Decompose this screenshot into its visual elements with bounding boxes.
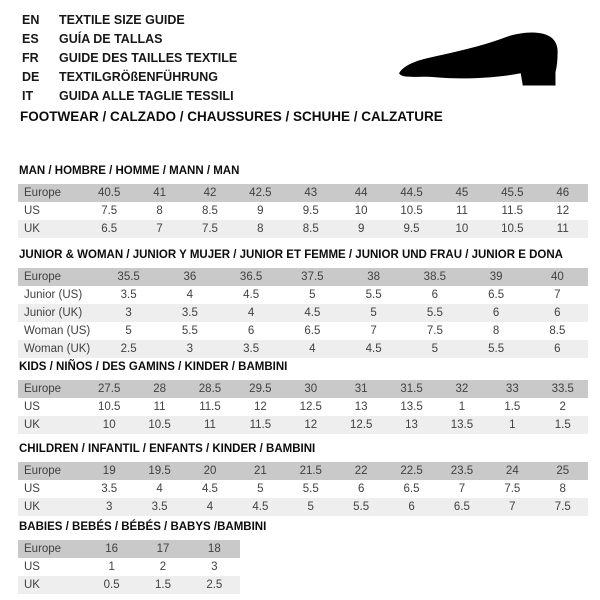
table-title: CHILDREN / INFANTIL / ENFANTS / KINDER / BAMBINI bbox=[19, 443, 316, 455]
size-cell: 21.5 bbox=[299, 465, 322, 477]
size-cell: 4 bbox=[247, 307, 255, 319]
language-label: GUIDA ALLE TAGLIE TESSILI bbox=[59, 88, 234, 103]
size-cell: 19 bbox=[102, 465, 116, 477]
size-cell: 11 bbox=[204, 419, 216, 431]
size-cell: 4.5 bbox=[201, 483, 218, 495]
size-cell: 7.5 bbox=[201, 223, 218, 235]
size-cell: 7 bbox=[554, 289, 561, 301]
size-cell: 10.5 bbox=[148, 419, 171, 431]
size-cell: 5.5 bbox=[181, 325, 198, 337]
size-cell: 33 bbox=[505, 383, 519, 395]
size-cell: 2.5 bbox=[120, 343, 137, 355]
size-cell: 16 bbox=[105, 543, 119, 555]
size-cell: 9 bbox=[357, 223, 365, 235]
size-cell: 5.5 bbox=[365, 289, 382, 301]
size-cell: 43 bbox=[304, 187, 318, 199]
size-cell: 7.5 bbox=[101, 205, 118, 217]
size-cell: 45 bbox=[455, 187, 469, 199]
language-label: TEXTILGRÖßENFÜHRUNG bbox=[59, 69, 219, 84]
size-cell: 36.5 bbox=[239, 271, 263, 283]
size-cell: 11 bbox=[455, 205, 468, 217]
row-label: Europe bbox=[24, 271, 62, 283]
size-cell: 29.5 bbox=[249, 383, 272, 395]
size-cell: 3 bbox=[125, 307, 132, 319]
size-cell: 7.5 bbox=[554, 501, 571, 513]
size-cell: 13 bbox=[354, 401, 368, 413]
size-cell: 6.5 bbox=[304, 325, 321, 337]
table-row bbox=[18, 286, 588, 304]
size-cell: 2 bbox=[159, 561, 167, 573]
size-cell: 24 bbox=[505, 465, 519, 477]
size-cell: 6 bbox=[408, 501, 415, 513]
size-cell: 4 bbox=[309, 343, 316, 355]
size-cell: 8 bbox=[492, 325, 500, 337]
size-cell: 6 bbox=[247, 325, 255, 337]
size-cell: 13.5 bbox=[400, 401, 423, 413]
size-cell: 18 bbox=[207, 543, 221, 555]
size-cell: 10.5 bbox=[501, 223, 524, 235]
language-label: GUIDE DES TAILLES TEXTILE bbox=[59, 50, 238, 65]
size-cell: 27.5 bbox=[98, 383, 121, 395]
size-cell: 5 bbox=[257, 483, 264, 495]
size-table-section bbox=[18, 443, 588, 516]
size-cell: 38.5 bbox=[423, 271, 447, 283]
language-label: GUÍA DE TALLAS bbox=[59, 31, 163, 46]
size-cell: 8.5 bbox=[201, 205, 218, 217]
size-cell: 3 bbox=[105, 501, 113, 513]
size-cell: 38 bbox=[367, 271, 381, 283]
size-cell: 4 bbox=[206, 501, 214, 513]
size-cell: 30 bbox=[304, 383, 318, 395]
table-row bbox=[18, 558, 240, 576]
size-cell: 7.5 bbox=[504, 483, 521, 495]
size-cell: 5.5 bbox=[488, 343, 505, 355]
size-cell: 11 bbox=[556, 223, 569, 235]
row-label: UK bbox=[24, 419, 40, 431]
size-cell: 9 bbox=[257, 205, 264, 217]
size-cell: 44 bbox=[354, 187, 368, 199]
table-row bbox=[18, 480, 588, 498]
size-cell: 2.5 bbox=[206, 579, 223, 591]
size-cell: 6.5 bbox=[101, 223, 118, 235]
size-cell: 11.5 bbox=[501, 205, 524, 217]
row-label: Europe bbox=[24, 543, 62, 555]
size-cell: 5.5 bbox=[426, 307, 443, 319]
size-cell: 8 bbox=[559, 483, 566, 495]
size-cell: 5 bbox=[125, 325, 132, 337]
size-cell: 10 bbox=[102, 419, 116, 431]
size-cell: 1 bbox=[458, 401, 466, 413]
row-label: US bbox=[24, 561, 40, 573]
size-cell: 39 bbox=[489, 271, 503, 283]
table-row bbox=[18, 540, 240, 558]
size-cell: 13 bbox=[405, 419, 418, 431]
table-row bbox=[18, 416, 588, 434]
size-cell: 36 bbox=[183, 271, 197, 283]
size-table bbox=[18, 462, 588, 516]
size-cell: 12 bbox=[556, 205, 570, 217]
size-cell: 2 bbox=[559, 401, 566, 413]
row-label: Woman (UK) bbox=[24, 343, 91, 355]
size-cell: 45.5 bbox=[501, 187, 524, 199]
row-label: Europe bbox=[24, 465, 62, 477]
table-row bbox=[18, 184, 588, 202]
size-cell: 22 bbox=[354, 465, 368, 477]
row-label: US bbox=[24, 401, 40, 413]
table-row bbox=[18, 462, 588, 480]
size-cell: 8 bbox=[156, 205, 163, 217]
row-label: Europe bbox=[24, 187, 62, 199]
row-label: US bbox=[24, 205, 40, 217]
size-cell: 8.5 bbox=[302, 223, 319, 235]
size-cell: 8.5 bbox=[549, 325, 566, 337]
language-label: TEXTILE SIZE GUIDE bbox=[59, 12, 185, 27]
size-cell: 11 bbox=[153, 401, 166, 413]
size-cell: 13.5 bbox=[450, 419, 474, 431]
size-cell: 22.5 bbox=[400, 465, 423, 477]
language-row bbox=[22, 86, 237, 105]
size-cell: 5 bbox=[431, 343, 439, 355]
language-row bbox=[22, 48, 237, 67]
size-cell: 37.5 bbox=[301, 271, 324, 283]
size-cell: 21 bbox=[253, 465, 267, 477]
size-cell: 3.5 bbox=[151, 501, 168, 513]
size-cell: 10 bbox=[354, 205, 368, 217]
size-cell: 6.5 bbox=[403, 483, 420, 495]
size-cell: 7.5 bbox=[426, 325, 443, 337]
size-cell: 7 bbox=[509, 501, 516, 513]
size-cell: 4.5 bbox=[252, 501, 269, 513]
table-row bbox=[18, 340, 588, 358]
table-title: MAN / HOMBRE / HOMME / MANN / MAN bbox=[19, 165, 240, 177]
size-cell: 5 bbox=[370, 307, 377, 319]
size-cell: 28 bbox=[153, 383, 166, 395]
row-label: UK bbox=[24, 501, 40, 513]
size-cell: 10 bbox=[455, 223, 469, 235]
table-title: JUNIOR & WOMAN / JUNIOR Y MUJER / JUNIOR ET FEMME / JUNIOR UND FRAU / JUNIOR E DONA bbox=[19, 249, 563, 261]
size-cell: 1 bbox=[108, 561, 115, 573]
table-row bbox=[18, 202, 588, 220]
table-row bbox=[18, 498, 588, 516]
size-cell: 1.5 bbox=[554, 419, 571, 431]
size-cell: 12 bbox=[253, 401, 267, 413]
size-cell: 42.5 bbox=[249, 187, 272, 199]
table-title: BABIES / BEBÉS / BÉBÉS / BABYS /BAMBINI bbox=[19, 521, 267, 533]
size-cell: 4 bbox=[156, 483, 163, 495]
language-code: DE bbox=[22, 69, 40, 84]
size-table bbox=[18, 540, 240, 594]
size-cell: 46 bbox=[556, 187, 570, 199]
size-cell: 1.5 bbox=[154, 579, 171, 591]
size-table-section bbox=[18, 165, 588, 238]
size-cell: 6.5 bbox=[488, 289, 505, 301]
size-cell: 3 bbox=[186, 343, 194, 355]
size-cell: 28.5 bbox=[198, 383, 222, 395]
language-code: IT bbox=[22, 88, 34, 103]
row-label: Woman (US) bbox=[24, 325, 91, 337]
language-code: ES bbox=[22, 31, 39, 46]
row-label: UK bbox=[24, 579, 40, 591]
size-cell: 5 bbox=[307, 501, 314, 513]
size-cell: 31 bbox=[354, 383, 368, 395]
language-row bbox=[22, 29, 237, 48]
size-cell: 41 bbox=[153, 187, 166, 199]
language-code: FR bbox=[22, 50, 39, 65]
size-cell: 6.5 bbox=[453, 501, 470, 513]
size-table-section bbox=[18, 249, 588, 358]
size-cell: 6 bbox=[431, 289, 439, 301]
size-cell: 11.5 bbox=[249, 419, 272, 431]
size-cell: 1.5 bbox=[504, 401, 521, 413]
table-row bbox=[18, 304, 588, 322]
size-table-section bbox=[18, 361, 588, 434]
row-label: US bbox=[24, 483, 40, 495]
size-cell: 3.5 bbox=[101, 483, 118, 495]
table-row bbox=[18, 380, 588, 398]
size-cell: 10.5 bbox=[98, 401, 121, 413]
size-cell: 3 bbox=[211, 561, 218, 573]
size-cell: 19.5 bbox=[148, 465, 171, 477]
size-cell: 6 bbox=[554, 343, 561, 355]
size-cell: 9.5 bbox=[403, 223, 420, 235]
size-cell: 7 bbox=[156, 223, 163, 235]
size-cell: 4.5 bbox=[365, 343, 382, 355]
size-cell: 23.5 bbox=[450, 465, 474, 477]
size-table-section bbox=[18, 521, 588, 594]
size-cell: 12 bbox=[304, 419, 318, 431]
size-cell: 7 bbox=[370, 325, 377, 337]
size-table bbox=[18, 184, 588, 238]
size-cell: 33.5 bbox=[551, 383, 574, 395]
row-label: UK bbox=[24, 223, 40, 235]
table-row bbox=[18, 268, 588, 286]
size-cell: 7 bbox=[458, 483, 466, 495]
size-table bbox=[18, 268, 588, 358]
row-label: Junior (US) bbox=[24, 289, 83, 301]
size-cell: 1 bbox=[509, 419, 516, 431]
language-row bbox=[22, 10, 237, 29]
shoe-icon bbox=[396, 29, 580, 93]
size-cell: 11.5 bbox=[199, 401, 221, 413]
size-cell: 10.5 bbox=[400, 205, 423, 217]
size-cell: 8 bbox=[257, 223, 264, 235]
row-label: Junior (UK) bbox=[24, 307, 83, 319]
language-row bbox=[22, 67, 237, 86]
category-line: FOOTWEAR / CALZADO / CHAUSSURES / SCHUHE / CALZATURE bbox=[20, 109, 443, 124]
size-cell: 5.5 bbox=[353, 501, 370, 513]
size-cell: 4 bbox=[186, 289, 194, 301]
size-cell: 20 bbox=[203, 465, 217, 477]
size-cell: 0.5 bbox=[103, 579, 120, 591]
size-cell: 5.5 bbox=[302, 483, 319, 495]
size-cell: 3.5 bbox=[120, 289, 137, 301]
size-cell: 42 bbox=[203, 187, 217, 199]
size-cell: 44.5 bbox=[400, 187, 423, 199]
table-row bbox=[18, 398, 588, 416]
size-cell: 6 bbox=[357, 483, 365, 495]
row-label: Europe bbox=[24, 383, 62, 395]
size-cell: 40 bbox=[550, 271, 564, 283]
size-cell: 4.5 bbox=[304, 307, 321, 319]
size-cell: 4.5 bbox=[243, 289, 260, 301]
size-cell: 5 bbox=[309, 289, 316, 301]
size-cell: 25 bbox=[556, 465, 570, 477]
size-cell: 35.5 bbox=[117, 271, 140, 283]
size-cell: 32 bbox=[455, 383, 469, 395]
language-code: EN bbox=[22, 12, 40, 27]
size-cell: 12.5 bbox=[299, 401, 322, 413]
size-cell: 3.5 bbox=[181, 307, 198, 319]
table-title: KIDS / NIÑOS / DES GAMINS / KINDER / BAMBINI bbox=[19, 361, 288, 373]
table-row bbox=[18, 322, 588, 340]
table-row bbox=[18, 220, 588, 238]
size-table bbox=[18, 380, 588, 434]
size-cell: 40.5 bbox=[98, 187, 121, 199]
size-cell: 9.5 bbox=[302, 205, 319, 217]
size-cell: 6 bbox=[492, 307, 500, 319]
size-cell: 12.5 bbox=[349, 419, 373, 431]
language-list bbox=[22, 10, 237, 105]
size-cell: 3.5 bbox=[243, 343, 260, 355]
size-cell: 17 bbox=[156, 543, 170, 555]
table-row bbox=[18, 576, 240, 594]
size-cell: 31.5 bbox=[400, 383, 423, 395]
size-cell: 6 bbox=[554, 307, 561, 319]
